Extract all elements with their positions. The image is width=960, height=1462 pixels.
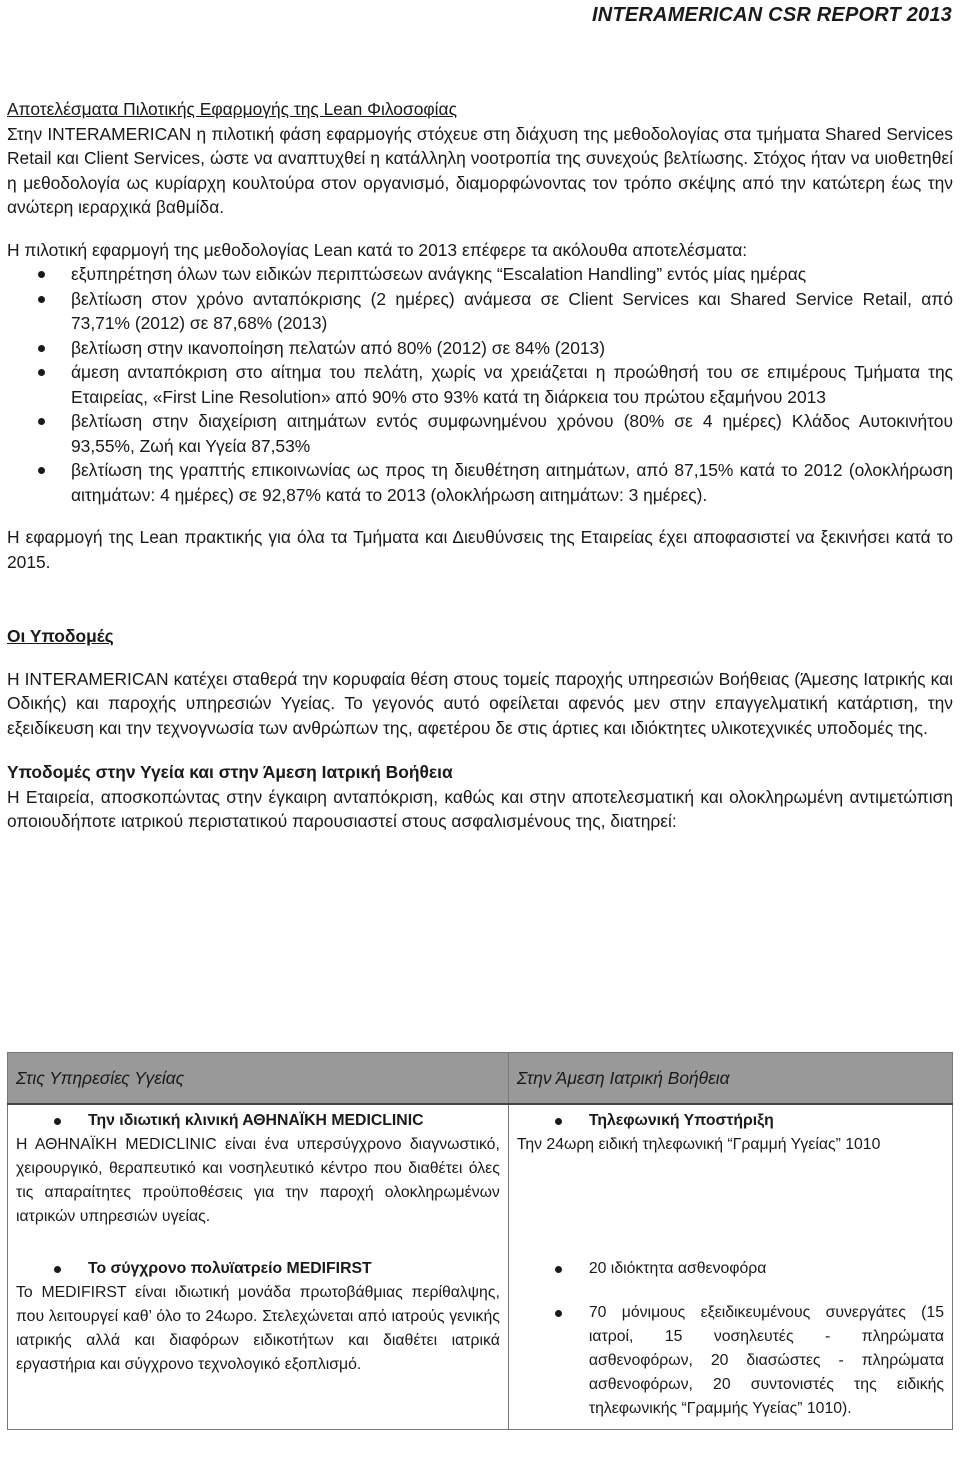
clinic-description: Η ΑΘΗΝΑΪΚΗ MEDICLINIC είναι ένα υπερσύγχρονο διαγνωστικό, χειρουργικό, θεραπευτικό και νοσηλευτικό κέντρο που διαθέτει όλες τις απαραίτητες προϋποθέσεις για την παροχή ολοκληρωμένων ιατρικών υπηρεσιών υγείας. <box>16 1136 500 1225</box>
list-item: βελτίωση στην ικανοποίηση πελατών από 80% (2012) σε 84% (2013) <box>7 336 953 361</box>
infrastructure-paragraph: Η INTERAMERICAN κατέχει σταθερά την κορυφαία θέση στους τομείς παροχής υπηρεσιών Βοήθειας (Άμεσης Ιατρικής και Οδικής) και παροχής υπηρεσιών Υγείας. Το γεγονός αυτό οφείλεται αφενός μεν στην επαγγελματική κατάρτιση, την εξειδίκευση και την τεχνογνωσία των ανθρώπων της, αφετέρου δε στις άρτιες και ιδιόκτητες υλικοτεχνικές υποδομές της. <box>7 668 953 738</box>
list-item: βελτίωση στην διαχείριση αιτημάτων εντός συμφωνημένου χρόνου (80% σε 4 ημέρες) Κλάδος Αυτοκινήτου 93,55%, Ζωή και Υγεία 87,53% <box>7 409 953 458</box>
medifirst-description: Το MEDIFIRST είναι ιδιωτική μονάδα πρωτοβάθμιας περίθαλψης, που λειτουργεί καθ’ όλο το 24ωρο. Στελεχώνεται από ιατρούς γενικής ιατρικής αλλά και διαφόρων ειδικοτήτων και διαθέτει ιατρικά εργαστήρια και σύγχρονο τεχνολογικό εξοπλισμό. <box>16 1284 500 1373</box>
lean-results-list <box>7 262 953 507</box>
phone-support-description: Την 24ωρη ειδική τηλεφωνική “Γραμμή Υγείας” 1010 <box>516 1136 881 1153</box>
ambulances-item: 20 ιδιόκτητα ασθενοφόρα <box>517 1257 944 1281</box>
lean-results-intro: Η πιλοτική εφαρμογή της μεθοδολογίας Lean κατά το 2013 επέφερε τα ακόλουθα αποτελέσματα: <box>7 239 748 260</box>
lean-section <box>7 97 953 220</box>
table-cell <box>508 1104 952 1237</box>
table-header-medical-assistance: Στην Άμεση Ιατρική Βοήθεια <box>508 1053 952 1105</box>
health-heading: Υποδομές στην Υγεία και στην Άμεση Ιατρική Βοήθεια <box>7 762 453 782</box>
medifirst-title: Το σύγχρονο πολυϊατρείο MEDIFIRST <box>16 1257 500 1281</box>
table-cell <box>8 1104 509 1237</box>
table-row <box>8 1104 953 1237</box>
infrastructure-heading: Οι Υποδομές <box>7 626 114 646</box>
staff-item: 70 μόνιμους εξειδικευμένους συνεργάτες (15 ιατροί, 15 νοσηλευτές - πληρώματα ασθενοφόρων, 20 διασώστες - πληρώματα ασθενοφόρων, 20 συντονιστές της ειδικής τηλεφωνικής “Γραμμής Υγείας” 1010). <box>517 1301 944 1421</box>
table-header-health-services: Στις Υπηρεσίες Υγείας <box>8 1053 509 1105</box>
lean-intro-paragraph: Στην INTERAMERICAN η πιλοτική φάση εφαρμογής στόχευε στη διάχυση της μεθοδολογίας στα τμήματα Shared Services Retail και Client Services, ώστε να αναπτυχθεί η κατάλληλη νοοτροπία της συνεχούς βελτίωσης. Στόχος ήταν να υιοθετηθεί η μεθοδολογία ως κυρίαρχη κουλτούρα στον οργανισμό, διαμορφώνοντας τον τρόπο σκέψης από την κατώτερη έως την ανώτερη ιεραρχικά βαθμίδα. <box>7 123 953 217</box>
document-body <box>7 97 953 834</box>
table-cell <box>8 1237 509 1430</box>
table-row <box>8 1237 953 1430</box>
list-item: άμεση ανταπόκριση στο αίτημα του πελάτη, χωρίς να χρειάζεται η προώθησή του σε επιμέρους Τμήματα της Εταιρείας, «First Line Resolution» από 90% στο 93% κατά τη διάρκεια του πρώτου εξαμήνου 2013 <box>7 360 953 409</box>
clinic-title: Την ιδιωτική κλινική ΑΘΗΝΑΪΚΗ MEDICLINIC <box>16 1109 500 1133</box>
lean-heading: Αποτελέσματα Πιλοτικής Εφαρμογής της Lean Φιλοσοφίας <box>7 99 457 119</box>
health-paragraph: Η Εταιρεία, αποσκοπώντας στην έγκαιρη ανταπόκριση, καθώς και στην αποτελεσματική και ολοκληρωμένη αντιμετώπιση οποιουδήποτε ιατρικού περιστατικού παρουσιαστεί στους ασφαλισμένους της, διατηρεί: <box>7 786 953 831</box>
phone-support-title: Τηλεφωνική Υποστήριξη <box>517 1109 944 1133</box>
report-header-title: INTERAMERICAN CSR REPORT 2013 <box>592 4 952 26</box>
list-item: βελτίωση της γραπτής επικοινωνίας ως προς τη διευθέτηση αιτημάτων, από 87,15% κατά το 2012 (ολοκλήρωση αιτημάτων: 4 ημέρες) σε 92,87% κατά το 2013 (ολοκλήρωση αιτημάτων: 3 ημέρες). <box>7 458 953 507</box>
infrastructure-table <box>7 1052 953 1430</box>
list-item: εξυπηρέτηση όλων των ειδικών περιπτώσεων ανάγκης “Escalation Handling” εντός μίας ημέρας <box>7 262 953 287</box>
list-item: βελτίωση στον χρόνο ανταπόκρισης (2 ημέρες) ανάμεσα σε Client Services και Shared Service Retail, από 73,71% (2012) σε 87,68% (2013) <box>7 287 953 336</box>
table-cell <box>508 1237 952 1430</box>
lean-conclusion: Η εφαρμογή της Lean πρακτικής για όλα τα Τμήματα και Διευθύνσεις της Εταιρείας έχει αποφασιστεί να ξεκινήσει κατά το 2015. <box>7 527 953 572</box>
